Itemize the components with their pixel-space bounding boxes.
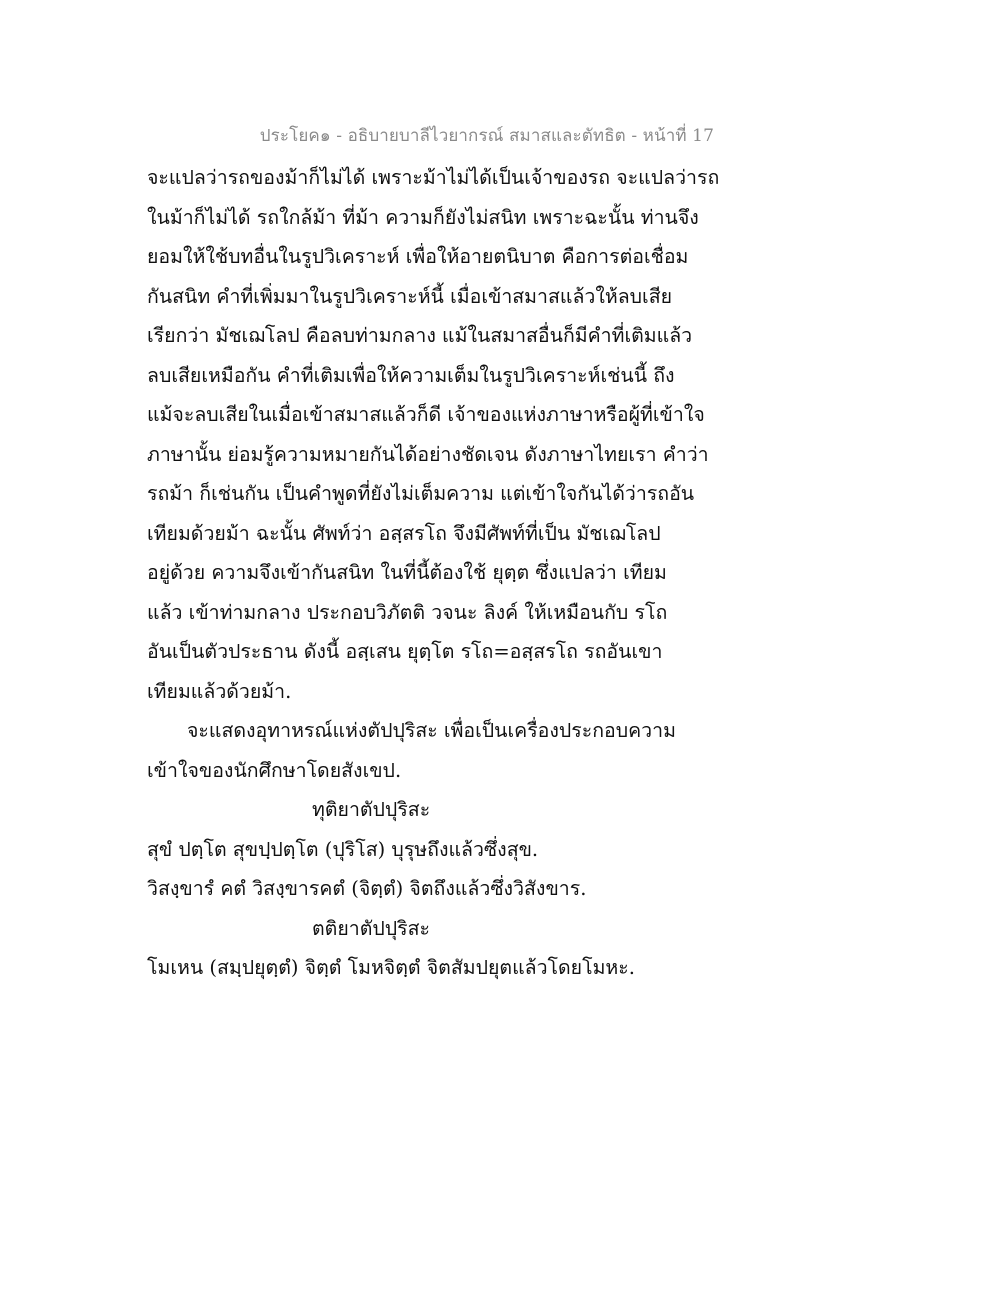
text-line: เข้าใจของนักศึกษาโดยสังเขป. xyxy=(147,758,402,782)
text-line: รถม้า ก็เช่นกัน เป็นคำพูดที่ยังไม่เต็มความ แต่เข้าใจกันได้ว่ารถอัน xyxy=(147,482,695,505)
section-tatiya xyxy=(147,909,707,988)
text-line: เรียกว่า มัชเฌโลป คือลบท่ามกลาง แม้ในสมาสอื่นก็มีคำที่เติมแล้ว xyxy=(147,324,693,347)
text-line: ลบเสียเหมือกัน คำที่เติมเพื่อให้ความเต็มในรูปวิเคราะห์เช่นนี้ ถึง xyxy=(147,363,675,387)
text-line: แม้จะลบเสียในเมื่อเข้าสมาสแล้วก็ดี เจ้าของแห่งภาษาหรือผู้ที่เข้าใจ xyxy=(147,403,705,426)
text-line: อันเป็นตัวประธาน ดังนี้ อสฺเสน ยุตฺโต รโถ=อสฺสรโถ รถอันเขา xyxy=(147,640,663,663)
body-text xyxy=(147,158,720,988)
text-line: แล้ว เข้าท่ามกลาง ประกอบวิภัตติ วจนะ ลิงค์ ให้เหมือนกับ รโถ xyxy=(147,600,668,624)
paragraph-1 xyxy=(147,158,720,711)
section-heading: ตติยาตัปปุริสะ xyxy=(312,916,430,940)
text-line: กันสนิท คำที่เพิ่มมาในรูปวิเคราะห์นี้ เมื่อเข้าสมาสแล้วให้ลบเสีย xyxy=(147,284,673,308)
text-line: ยอมให้ใช้บทอื่นในรูปวิเคราะห์ เพื่อให้อายตนิบาต คือการต่อเชื่อม xyxy=(147,245,689,268)
example-line: วิสงฺขารํ คตํ วิสงฺขารคตํ (จิตฺตํ) จิตถึงแล้วซึ่งวิสังขาร. xyxy=(147,877,587,900)
text-line: จะแสดงอุทาหรณ์แห่งตัปปุริสะ เพื่อเป็นเครื่องประกอบความ xyxy=(187,719,676,742)
example-line: สุขํ ปตฺโต สุขปฺปตฺโต (ปุริโส) บุรุษถึงแล้วซึ่งสุข. xyxy=(147,837,539,861)
section-heading: ทุติยาตัปปุริสะ xyxy=(312,798,431,821)
paragraph-2 xyxy=(147,711,707,790)
text-line: ในม้าก็ไม่ได้ รถใกล้ม้า ที่ม้า ความก็ยังไม่สนิท เพราะฉะนั้น ท่านจึง xyxy=(147,205,699,229)
text-line: จะแปลว่ารถของม้าก็ไม่ได้ เพราะม้าไม่ได้เป็นเจ้าของรถ จะแปลว่ารถ xyxy=(147,166,720,189)
example-line: โมเหน (สมฺปยุตฺตํ) จิตฺตํ โมหจิตฺตํ จิตสัมปยุตแล้วโดยโมหะ. xyxy=(147,956,635,979)
text-line: อยู่ด้วย ความจึงเข้ากันสนิท ในที่นี้ต้องใช้ ยุตฺต ซึ่งแปลว่า เทียม xyxy=(147,561,667,584)
running-header: ประโยค๑ - อธิบายบาลีไวยากรณ์ สมาสและตัทธิต - หน้าที่ 17 xyxy=(259,126,714,146)
text-line: เทียมแล้วด้วยม้า. xyxy=(147,679,292,703)
section-dutiya xyxy=(147,790,707,909)
text-line: ภาษานั้น ย่อมรู้ความหมายกันได้อย่างชัดเจน ดังภาษาไทยเรา คำว่า xyxy=(147,442,709,466)
text-line: เทียมด้วยม้า ฉะนั้น ศัพท์ว่า อสฺสรโถ จึงมีศัพท์ที่เป็น มัชเฌโลป xyxy=(147,521,661,545)
